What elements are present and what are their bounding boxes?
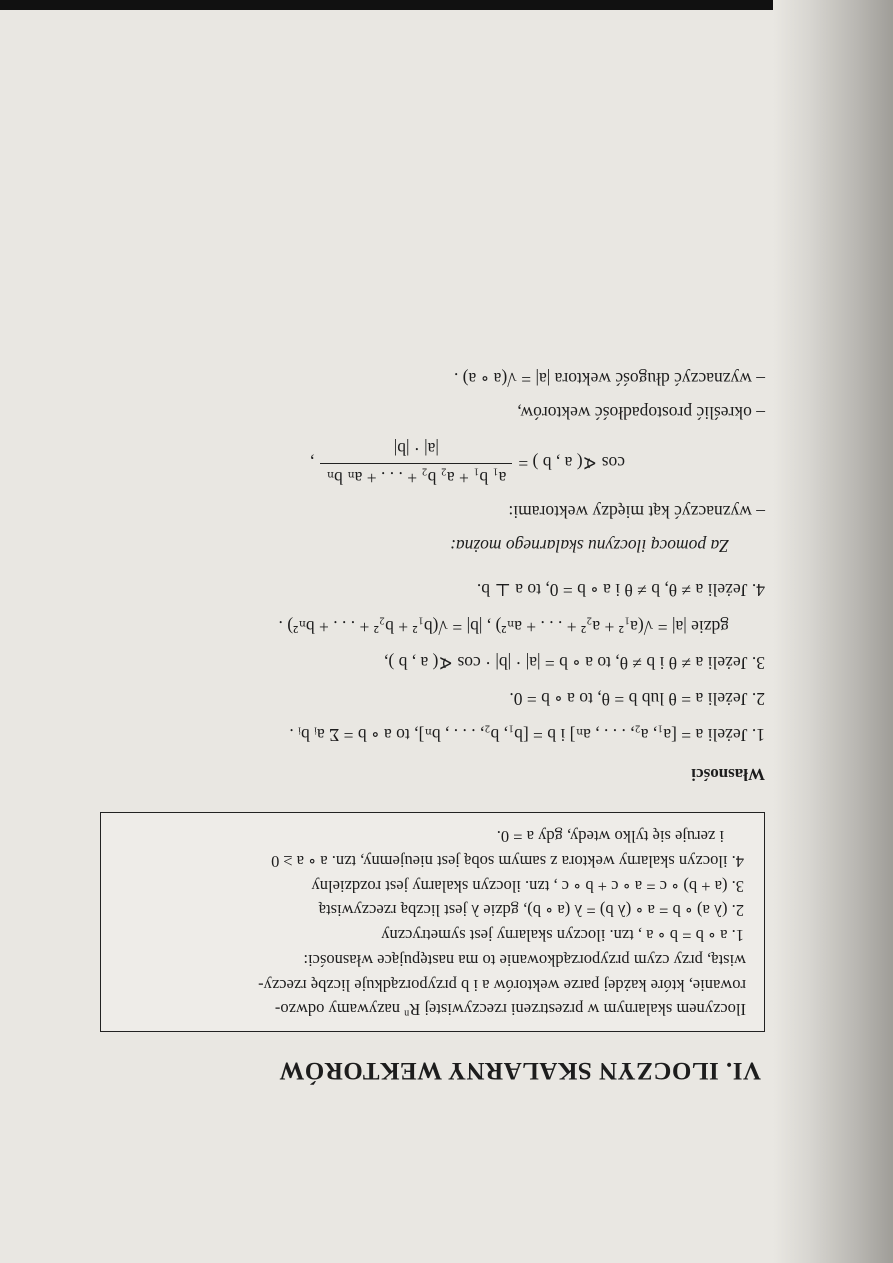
use-angle: – wyznaczyć kąt między wektorami: <box>508 502 765 523</box>
definition-item-2: 2. (λ a) ∘ b = a ∘ (λ b) = λ (a ∘ b), gdzie λ jest liczbą rzeczywistą <box>318 901 744 921</box>
property-1: 1. Jeżeli a = [a₁, a₂, . . . , aₙ] i b = [b₁, b₂, . . . , bₙ], to a ∘ b = Σ aᵢ bᵢ . <box>289 725 765 746</box>
definition-line-3: wistą, przy czym przyporządkowanie to ma następujące własności: <box>303 951 746 970</box>
cosine-denominator: |a| · |b| <box>393 438 439 459</box>
page-content <box>100 357 765 1088</box>
property-2: 2. Jeżeli a = θ lub b = θ, to a ∘ b = 0. <box>509 688 765 709</box>
definition-item-1: 1. a ∘ b = b ∘ a , tzn. iloczyn skalarny jest symetryczny <box>381 926 744 946</box>
chapter-title: VI. ILOCZYN SKALARNY WEKTORÓW <box>278 1057 761 1084</box>
comma: , <box>309 453 315 474</box>
use-length: – wyznaczyć długość wektora |a| = √(a ∘ a) . <box>453 368 765 389</box>
definition-line-1: Iloczynem skalarnym w przestrzeni rzeczywistej $R^n$ nazywamy odwzo- <box>274 1000 746 1020</box>
definition-item-4-cont: i zeruje się tylko wtedy, gdy a = 0. <box>496 827 724 847</box>
cosine-formula <box>100 437 625 490</box>
cosine-lhs: cos ∢( a , b ) = <box>518 453 625 474</box>
properties-heading: Własności <box>691 765 765 785</box>
cosine-fraction <box>320 437 512 490</box>
use-orthogonality: – określić prostopadłość wektorów, <box>517 402 765 423</box>
property-3-norms: gdzie |a| = √(a₁² + a₂² + . . . + aₙ²) , |b| = √(b₁² + b₂² + . . . + bₙ²) . <box>278 616 729 637</box>
definition-item-3: 3. (a + b) ∘ c = a ∘ c + b ∘ c , tzn. iloczyn skalarny jest rozdzielny <box>311 876 744 896</box>
property-3: 3. Jeżeli a ≠ θ i b ≠ θ, to a ∘ b = |a| · |b| · cos ∢( a , b ), <box>384 652 765 673</box>
definition-line-2: rowanie, które każdej parze wektorów a i b przyporządkuje liczbę rzeczy- <box>258 975 746 995</box>
definition-item-4: 4. iloczyn skalarny wektora z samym sobą jest nieujemny, tzn. a ∘ a ≥ 0 <box>271 852 744 871</box>
uses-heading: Za pomocą iloczynu skalarnego można: <box>449 536 729 557</box>
cosine-numerator: a₁ b₁ + a₂ b₂ + . . . + aₙ bₙ <box>320 463 512 490</box>
definition-box <box>100 813 765 1033</box>
property-4: 4. Jeżeli a ≠ θ, b ≠ θ i a ∘ b = 0, to a ⊥ b. <box>476 580 765 601</box>
